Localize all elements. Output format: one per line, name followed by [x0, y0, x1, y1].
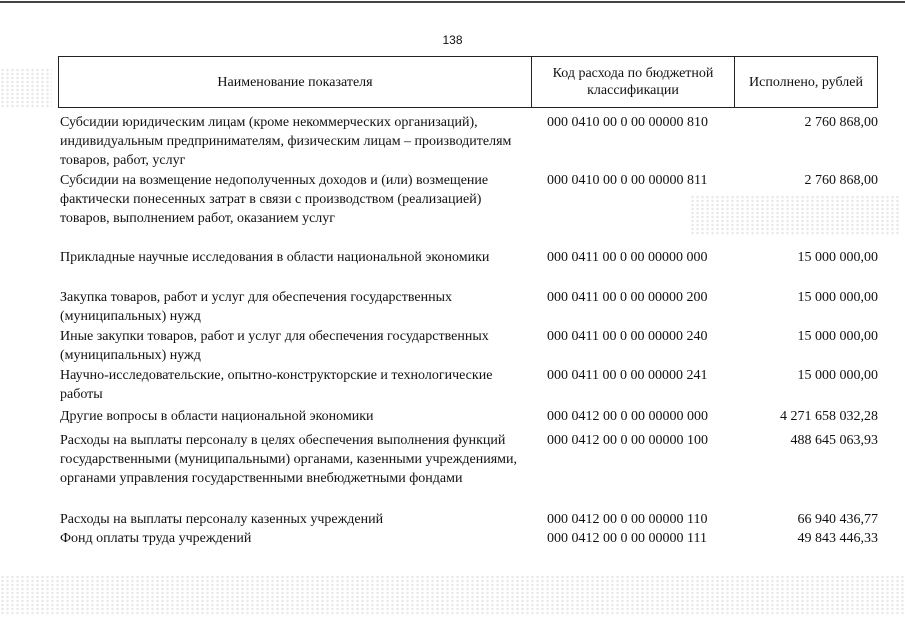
- row-name: Фонд оплаты труда учреждений: [60, 531, 252, 546]
- row-name: Расходы на выплаты персоналу казенных учреждений: [60, 512, 384, 527]
- row-amount: 488 645 063,93: [790, 433, 878, 448]
- row-amount: 15 000 000,00: [797, 290, 878, 305]
- row-code: 000 0411 00 0 00 00000 200: [547, 290, 708, 305]
- row-name: Иные закупки товаров, работ и услуг для обеспечения государственных (муниципальных) нужд: [60, 329, 489, 363]
- row-name: Расходы на выплаты персоналу в целях обеспечения выполнения функций государственными (муниципальными) органами, казенными учреждениями, органами управления государственными внебюджетными фондами: [60, 433, 517, 486]
- row-code: 000 0410 00 0 00 00000 811: [547, 173, 708, 188]
- scan-noise-left: [0, 68, 52, 108]
- row-code: 000 0411 00 0 00 00000 240: [547, 329, 708, 344]
- header-amount: Исполнено, рублей: [749, 74, 863, 90]
- scan-noise-right: [690, 195, 900, 235]
- row-name: Прикладные научные исследования в области национальной экономики: [60, 250, 490, 265]
- row-amount: 4 271 658 032,28: [780, 409, 878, 424]
- row-amount: 15 000 000,00: [797, 329, 878, 344]
- row-amount: 15 000 000,00: [797, 250, 878, 265]
- header-code: [532, 57, 735, 107]
- top-rule: [0, 1, 905, 3]
- row-code: 000 0412 00 0 00 00000 110: [547, 512, 708, 527]
- row-code: 000 0411 00 0 00 00000 241: [547, 368, 708, 383]
- row-code: 000 0410 00 0 00 00000 810: [547, 115, 708, 130]
- row-amount: 15 000 000,00: [797, 368, 878, 383]
- row-amount: 49 843 446,33: [797, 531, 878, 546]
- header-code-label: Код расхода по бюджетной классификации: [552, 66, 714, 98]
- table-header: [58, 56, 878, 108]
- row-name: Другие вопросы в области национальной экономики: [60, 409, 374, 424]
- row-code: 000 0412 00 0 00 00000 111: [547, 531, 707, 546]
- header-name: Наименование показателя: [59, 57, 532, 107]
- row-amount: 2 760 868,00: [804, 173, 878, 188]
- row-name: Закупка товаров, работ и услуг для обеспечения государственных (муниципальных) нужд: [60, 290, 453, 324]
- row-name: Субсидии на возмещение недополученных доходов и (или) возмещение фактически понесенных затрат в связи с производством (реализацией) товаров, выполнением работ, оказанием услуг: [60, 173, 489, 226]
- row-amount: 2 760 868,00: [804, 115, 878, 130]
- scan-noise-bottom: [0, 575, 905, 615]
- row-name: Научно-исследовательские, опытно-конструкторские и технологические работы: [60, 368, 493, 402]
- row-amount: 66 940 436,77: [797, 512, 878, 527]
- row-name: Субсидии юридическим лицам (кроме некоммерческих организаций), индивидуальным предпринимателям, физическим лицам – производителям товаров, работ, услуг: [60, 115, 512, 168]
- row-code: 000 0412 00 0 00 00000 000: [547, 409, 708, 424]
- row-code: 000 0412 00 0 00 00000 100: [547, 433, 708, 448]
- page-number: 138: [442, 33, 463, 47]
- row-code: 000 0411 00 0 00 00000 000: [547, 250, 708, 265]
